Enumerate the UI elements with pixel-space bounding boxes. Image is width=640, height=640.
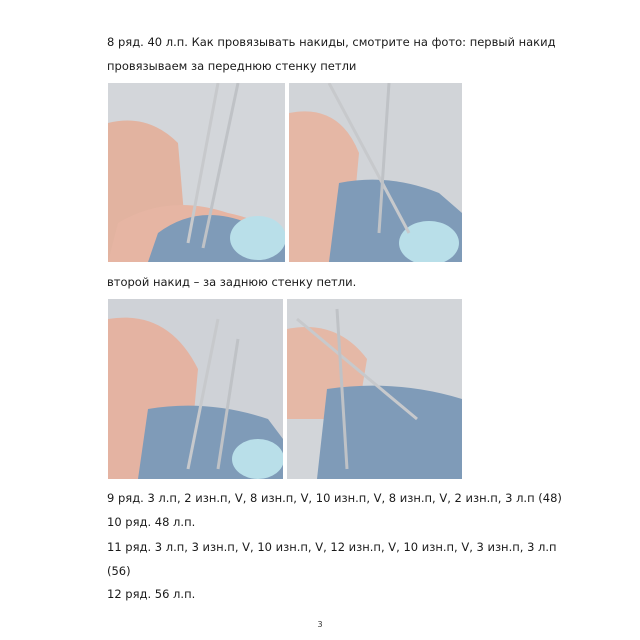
- paragraph-second-yarnover: второй накид – за заднюю стенку петли.: [107, 275, 357, 289]
- paragraph-row11-line1: 11 ряд. 3 л.п, 3 изн.п, V, 10 изн.п, V, 12 изн.п, V, 10 изн.п, V, 3 изн.п, 3 л.п: [107, 540, 557, 554]
- paragraph-row10: 10 ряд. 48 л.п.: [107, 515, 196, 529]
- photo-front-loop-1: [108, 83, 285, 262]
- paragraph-row9: 9 ряд. 3 л.п, 2 изн.п, V, 8 изн.п, V, 10 изн.п, V, 8 изн.п, V, 2 изн.п, 3 л.п (48): [107, 491, 562, 505]
- photo-back-loop-1: [108, 299, 283, 479]
- photo-back-loop-2: [287, 299, 462, 479]
- paragraph-row8-line2: провязываем за переднюю стенку петли: [107, 59, 357, 73]
- paragraph-row8-line1: 8 ряд. 40 л.п. Как провязывать накиды, смотрите на фото: первый накид: [107, 35, 556, 49]
- paragraph-row12: 12 ряд. 56 л.п.: [107, 587, 196, 601]
- photo-front-loop-2: [289, 83, 462, 262]
- page-number: 3: [317, 620, 323, 629]
- paragraph-row11-line2: (56): [107, 564, 131, 578]
